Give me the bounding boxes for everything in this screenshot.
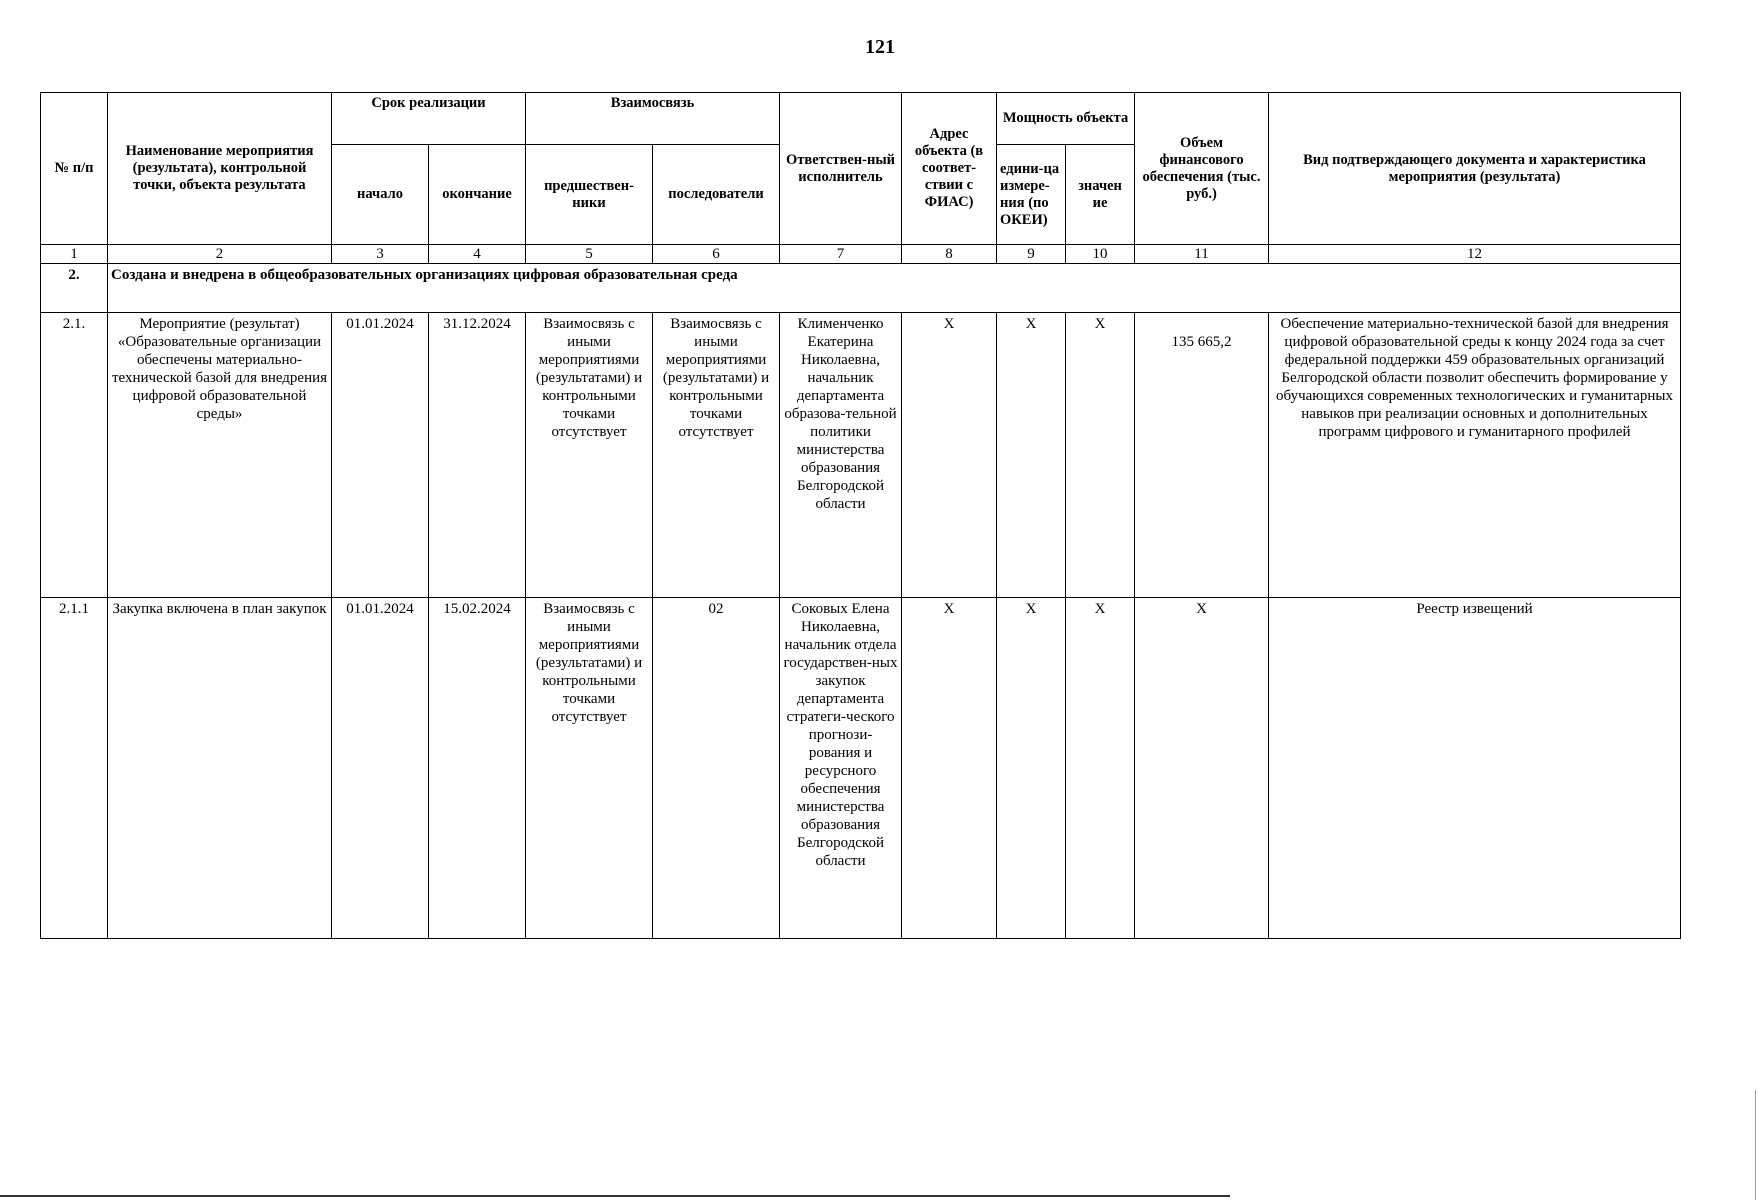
header-num: № п/п [41,93,108,245]
row-number: 2.1. [41,313,108,598]
header-start: начало [332,145,429,245]
table-row [41,598,1681,939]
row-name: Закупка включена в план закупок [108,598,332,939]
column-number: 4 [429,245,526,264]
column-number: 8 [902,245,997,264]
column-number: 3 [332,245,429,264]
column-number: 10 [1066,245,1135,264]
row-document: Реестр извещений [1269,598,1681,939]
header-predecessors: предшествен-ники [526,145,653,245]
header-address: Адрес объекта (в соответ-ствии с ФИАС) [902,93,997,245]
column-number: 6 [653,245,780,264]
column-number: 7 [780,245,902,264]
row-value: X [1066,598,1135,939]
row-name: Мероприятие (результат) «Образовательные организации обеспечены материально-технической базой для внедрения цифровой образовательной среды» [108,313,332,598]
column-number: 2 [108,245,332,264]
column-number: 5 [526,245,653,264]
header-successors: последователи [653,145,780,245]
row-responsible: Клименченко Екатерина Николаевна, начальник департамента образова-тельной политики министерства образования Белгородской области [780,313,902,598]
scan-edge-rule [1755,1090,1756,1200]
row-start: 01.01.2024 [332,598,429,939]
header-responsible: Ответствен-ный исполнитель [780,93,902,245]
header-name: Наименование мероприятия (результата), контрольной точки, объекта результата [108,93,332,245]
row-unit: X [997,313,1066,598]
header-end: окончание [429,145,526,245]
section-row [41,264,1681,313]
row-end: 31.12.2024 [429,313,526,598]
section-title: Создана и внедрена в общеобразовательных организациях цифровая образовательная среда [108,264,1681,313]
row-document: Обеспечение материально-технической базой для внедрения цифровой образовательной среды к концу 2024 года за счет федеральной поддержки 459 образовательных организаций Белгородской области позволит обеспечить формирование у обучающихся современных технологических и гуманитарных навыков при реализации основных и дополнительных программ цифрового и гуманитарного профилей [1269,313,1681,598]
header-finance: Объем финансового обеспечения (тыс. руб.) [1135,93,1269,245]
header-row-1 [41,93,1681,145]
row-value: X [1066,313,1135,598]
scan-bottom-rule [0,1195,1230,1197]
row-predecessors: Взаимосвязь с иными мероприятиями (результатами) и контрольными точками отсутствует [526,313,653,598]
row-responsible: Соковых Елена Николаевна, начальник отдела государствен-ных закупок департамента стратеги-ческого прогнози-рования и ресурсного обеспечения министерства образования Белгородской области [780,598,902,939]
header-relation-group: Взаимосвязь [526,93,780,145]
column-number: 1 [41,245,108,264]
header-unit: едини-ца измере-ния (по ОКЕИ) [997,145,1066,245]
header-term-group: Срок реализации [332,93,526,145]
section-number: 2. [41,264,108,313]
row-successors: 02 [653,598,780,939]
row-address: X [902,313,997,598]
row-finance: 135 665,2 [1135,313,1269,598]
header-document: Вид подтверждающего документа и характеристика мероприятия (результата) [1269,93,1681,245]
row-predecessors: Взаимосвязь с иными мероприятиями (результатами) и контрольными точками отсутствует [526,598,653,939]
plan-table [40,92,1681,939]
row-end: 15.02.2024 [429,598,526,939]
column-number: 12 [1269,245,1681,264]
header-value: значен ие [1066,145,1135,245]
row-unit: X [997,598,1066,939]
row-number: 2.1.1 [41,598,108,939]
table-row [41,313,1681,598]
header-capacity-group: Мощность объекта [997,93,1135,145]
row-finance: X [1135,598,1269,939]
row-start: 01.01.2024 [332,313,429,598]
column-number: 11 [1135,245,1269,264]
column-number-row [41,245,1681,264]
page-number: 121 [865,36,895,58]
row-successors: Взаимосвязь с иными мероприятиями (результатами) и контрольными точками отсутствует [653,313,780,598]
row-address: X [902,598,997,939]
column-number: 9 [997,245,1066,264]
